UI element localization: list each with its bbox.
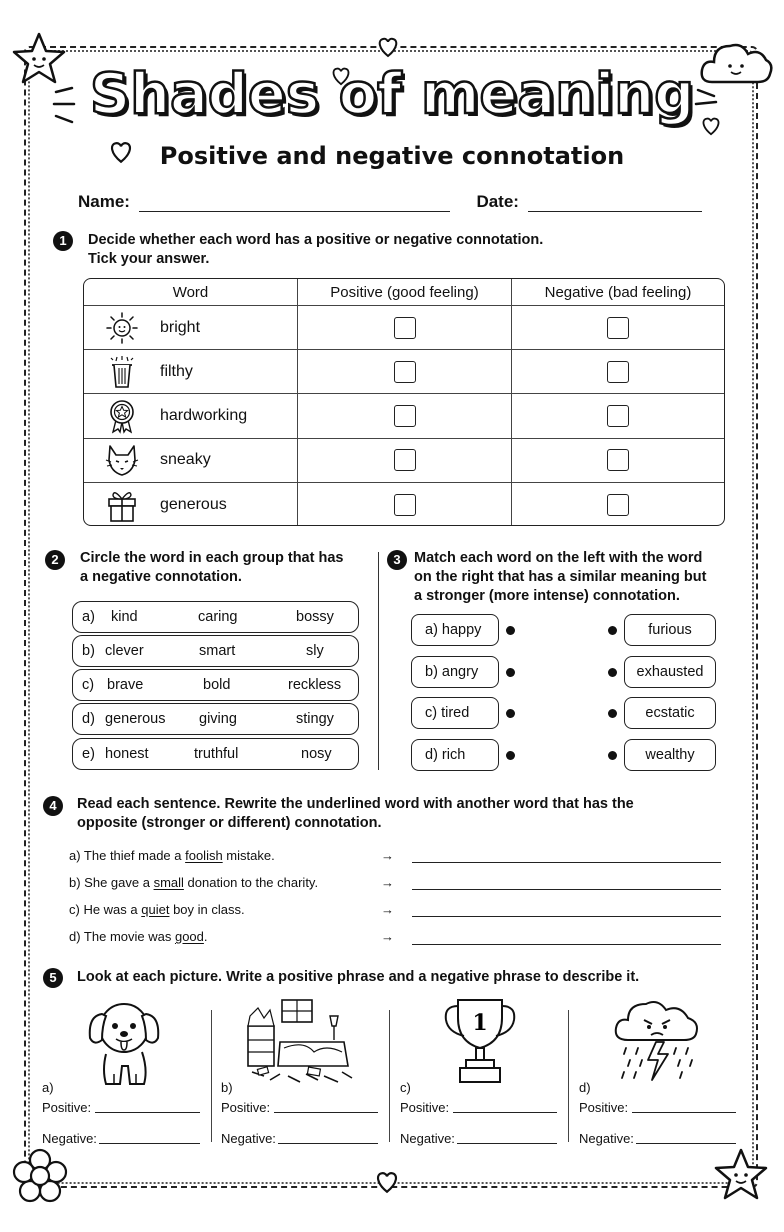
- table-row: [84, 350, 724, 394]
- positive-answer-line[interactable]: [453, 1097, 557, 1113]
- negative-answer-line[interactable]: [99, 1128, 200, 1144]
- picture-label: a): [42, 1080, 54, 1095]
- match-dot[interactable]: [506, 626, 515, 635]
- group-word[interactable]: clever: [105, 643, 144, 659]
- group-word[interactable]: bold: [203, 677, 231, 693]
- sentence: d) The movie was good.: [69, 929, 208, 944]
- flower-icon: [12, 1148, 68, 1204]
- group-word[interactable]: brave: [107, 677, 144, 693]
- word-label: bright: [160, 318, 201, 336]
- section-number: 5: [43, 968, 63, 988]
- section5-instruction: Look at each picture. Write a positive phrase and a negative phrase to describe it.: [77, 969, 640, 985]
- table-header-row: [84, 279, 724, 306]
- date-label: Date:: [476, 192, 519, 211]
- match-dot[interactable]: [506, 709, 515, 718]
- match-left-word[interactable]: c) tired: [411, 697, 499, 729]
- positive-answer-line[interactable]: [632, 1097, 736, 1113]
- answer-line[interactable]: [412, 846, 721, 863]
- arrow-icon: →: [381, 875, 394, 890]
- date-field[interactable]: [528, 194, 702, 212]
- match-left-word[interactable]: a) happy: [411, 614, 499, 646]
- star-icon: [712, 1146, 770, 1204]
- negative-checkbox[interactable]: [607, 494, 629, 516]
- name-field[interactable]: [139, 194, 450, 212]
- group-label: c): [82, 677, 95, 693]
- positive-checkbox[interactable]: [394, 361, 416, 383]
- match-dot[interactable]: [506, 668, 515, 677]
- positive-label: Positive:: [579, 1100, 629, 1115]
- negative-checkbox[interactable]: [607, 405, 629, 427]
- puppy-icon: [84, 996, 164, 1088]
- match-left-word[interactable]: b) angry: [411, 656, 499, 688]
- table-row: [84, 483, 724, 526]
- section-number: 1: [53, 231, 73, 251]
- storm-cloud-icon: [612, 994, 702, 1084]
- match-right-word[interactable]: furious: [624, 614, 716, 646]
- match-left-word[interactable]: d) rich: [411, 739, 499, 771]
- positive-checkbox[interactable]: [394, 494, 416, 516]
- arrow-icon: →: [381, 902, 394, 917]
- group-word[interactable]: sly: [306, 643, 324, 659]
- group-word[interactable]: honest: [105, 746, 149, 762]
- fox-icon: [104, 442, 140, 478]
- name-label: Name:: [78, 192, 130, 211]
- group-word[interactable]: nosy: [301, 746, 332, 762]
- underlined-word: foolish: [185, 848, 223, 863]
- group-label: b): [82, 643, 95, 659]
- group-label: d): [82, 711, 95, 727]
- group-word[interactable]: generous: [105, 711, 166, 727]
- negative-label: Negative:: [221, 1131, 276, 1146]
- negative-label: Negative:: [579, 1131, 634, 1146]
- match-dot[interactable]: [608, 668, 617, 677]
- section2-instruction: Circle the word in each group that has a negative connotation.: [80, 550, 344, 585]
- picture-label: b): [221, 1080, 233, 1095]
- positive-label: Positive:: [221, 1100, 271, 1115]
- section4-instruction: Read each sentence. Rewrite the underlined word with another word that has the opposite (stronger or different) connotation.: [77, 796, 634, 831]
- picture-label: c): [400, 1080, 411, 1095]
- column-divider: [211, 1010, 212, 1142]
- group-word[interactable]: smart: [199, 643, 236, 659]
- match-right-word[interactable]: exhausted: [624, 656, 716, 688]
- column-header: Negative (bad feeling): [544, 283, 692, 301]
- arrow-icon: →: [381, 848, 394, 863]
- underlined-word: quiet: [141, 902, 170, 917]
- positive-answer-line[interactable]: [274, 1097, 378, 1113]
- sentence: a) The thief made a foolish mistake.: [69, 848, 275, 863]
- group-word[interactable]: caring: [198, 609, 238, 625]
- match-right-word[interactable]: ecstatic: [624, 697, 716, 729]
- trophy-number: 1: [472, 1010, 488, 1036]
- trophy-icon: [440, 994, 520, 1086]
- word-group-row: [72, 703, 359, 735]
- medal-icon: [104, 398, 140, 434]
- positive-label: Positive:: [400, 1100, 450, 1115]
- gift-icon: [104, 487, 140, 523]
- sentence: c) He was a quiet boy in class.: [69, 902, 245, 917]
- table-row: [84, 306, 724, 350]
- page-title: Shades of meaning: [89, 62, 695, 127]
- arrow-icon: →: [381, 929, 394, 944]
- word-label: sneaky: [160, 451, 211, 469]
- sentence: b) She gave a small donation to the charity.: [69, 875, 319, 890]
- connotation-table: [83, 278, 725, 526]
- group-label: e): [82, 746, 95, 762]
- positive-answer-line[interactable]: [95, 1097, 200, 1113]
- heart-icon: [374, 1170, 400, 1194]
- group-label: a): [82, 609, 95, 625]
- negative-checkbox[interactable]: [607, 449, 629, 471]
- negative-label: Negative:: [400, 1131, 455, 1146]
- group-word[interactable]: giving: [199, 711, 237, 727]
- word-group-row: [72, 635, 359, 667]
- group-word[interactable]: stingy: [296, 711, 334, 727]
- column-divider: [389, 1010, 390, 1142]
- word-label: generous: [160, 495, 227, 513]
- answer-line[interactable]: [412, 873, 721, 890]
- table-row: [84, 439, 724, 483]
- page-subtitle: Positive and negative connotation: [159, 142, 625, 170]
- negative-label: Negative:: [42, 1131, 97, 1146]
- match-dot[interactable]: [506, 751, 515, 760]
- word-label: filthy: [160, 362, 193, 380]
- section-number: 4: [43, 796, 63, 816]
- word-group-row: [72, 738, 359, 770]
- group-word[interactable]: truthful: [194, 746, 239, 762]
- group-word[interactable]: kind: [111, 609, 138, 625]
- answer-line[interactable]: [412, 900, 721, 917]
- group-word[interactable]: reckless: [288, 677, 342, 693]
- heart-icon: [376, 36, 400, 58]
- group-word[interactable]: bossy: [296, 609, 334, 625]
- match-dot[interactable]: [608, 751, 617, 760]
- underlined-word: small: [153, 875, 184, 890]
- section1-instruction: Decide whether each word has a positive or negative connotation. Tick your answer.: [88, 232, 544, 267]
- section-number: 2: [45, 550, 65, 570]
- match-dot[interactable]: [608, 709, 617, 718]
- negative-answer-line[interactable]: [457, 1128, 557, 1144]
- negative-answer-line[interactable]: [278, 1128, 378, 1144]
- section-divider: [378, 552, 379, 770]
- negative-checkbox[interactable]: [607, 361, 629, 383]
- positive-label: Positive:: [42, 1100, 92, 1115]
- section-number: 3: [387, 550, 407, 570]
- name-date-row: [78, 192, 702, 212]
- column-header: Positive (good feeling): [298, 279, 512, 305]
- sun-icon: [104, 310, 140, 346]
- column-divider: [568, 1010, 569, 1142]
- word-group-row: [72, 601, 359, 633]
- positive-checkbox[interactable]: [394, 317, 416, 339]
- section3-instruction: Match each word on the left with the word on the right that has a similar meaning but a stronger (more intense) connotation.: [414, 550, 707, 604]
- messy-room-icon: [244, 996, 356, 1086]
- trash-can-icon: [104, 354, 140, 390]
- column-header: Word: [84, 279, 298, 305]
- picture-label: d): [579, 1080, 591, 1095]
- table-row: [84, 394, 724, 438]
- match-dot[interactable]: [608, 626, 617, 635]
- match-right-word[interactable]: wealthy: [624, 739, 716, 771]
- word-group-row: [72, 669, 359, 701]
- answer-line[interactable]: [412, 928, 721, 945]
- negative-checkbox[interactable]: [607, 317, 629, 339]
- negative-answer-line[interactable]: [636, 1128, 736, 1144]
- positive-checkbox[interactable]: [394, 449, 416, 471]
- underlined-word: good: [174, 929, 204, 944]
- positive-checkbox[interactable]: [394, 405, 416, 427]
- word-label: hardworking: [160, 406, 248, 424]
